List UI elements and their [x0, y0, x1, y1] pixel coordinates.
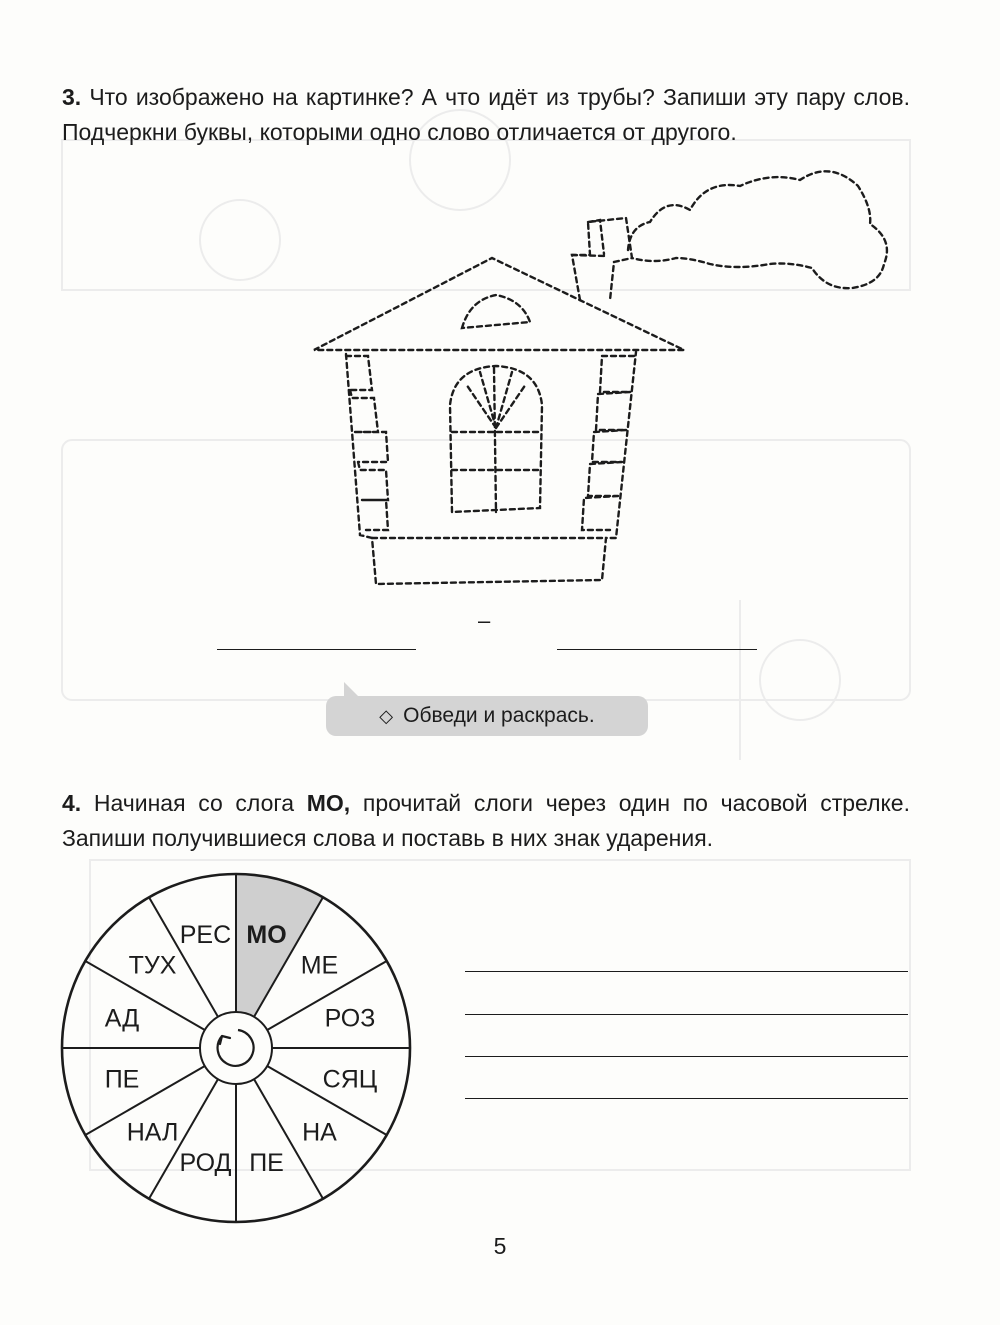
task-4-text-before: Начиная со слога	[93, 790, 307, 816]
wheel-syllable: РЕС	[179, 921, 232, 950]
wheel-center-circle	[200, 1012, 272, 1084]
word-separator-dash: –	[478, 608, 491, 633]
wheel-syllable: ТУХ	[128, 951, 177, 980]
write-line-4[interactable]	[465, 1098, 908, 1099]
diamond-outline-icon: ◇	[379, 705, 394, 726]
wheel-syllable: МЕ	[300, 951, 339, 980]
wheel-syllable: НАЛ	[126, 1118, 179, 1147]
start-syllable: МО,	[306, 790, 351, 816]
page-number: 5	[493, 1233, 507, 1259]
wheel-syllable: СЯЦ	[322, 1065, 378, 1094]
task-3-text: Что изображено на картинке? А что идёт из трубы? Запиши эту пару слов. Подчеркни буквы, которыми одно слово отличается от другого.	[62, 84, 910, 145]
wheel-syllable: НА	[302, 1118, 337, 1147]
hint-text: Обведи и раскрась.	[403, 704, 595, 727]
task-4-text-after: прочитай слоги через один по часовой стрелке. Запиши получившиеся слова и поставь в них знак ударения.	[62, 790, 910, 851]
task-3-number: 3.	[62, 84, 82, 110]
wheel-syllable: МО	[246, 921, 287, 950]
wheel-syllable: ПЕ	[104, 1065, 140, 1094]
task-4-number: 4.	[62, 790, 82, 816]
write-line-2[interactable]	[465, 1014, 908, 1015]
wheel-syllable: АД	[104, 1004, 140, 1033]
write-line-1[interactable]	[465, 971, 908, 972]
wheel-syllable: РОЗ	[324, 1004, 376, 1033]
wheel-syllable: ПЕ	[249, 1148, 284, 1177]
wheel-syllable: РОД	[179, 1148, 232, 1177]
write-line-3[interactable]	[465, 1056, 908, 1057]
